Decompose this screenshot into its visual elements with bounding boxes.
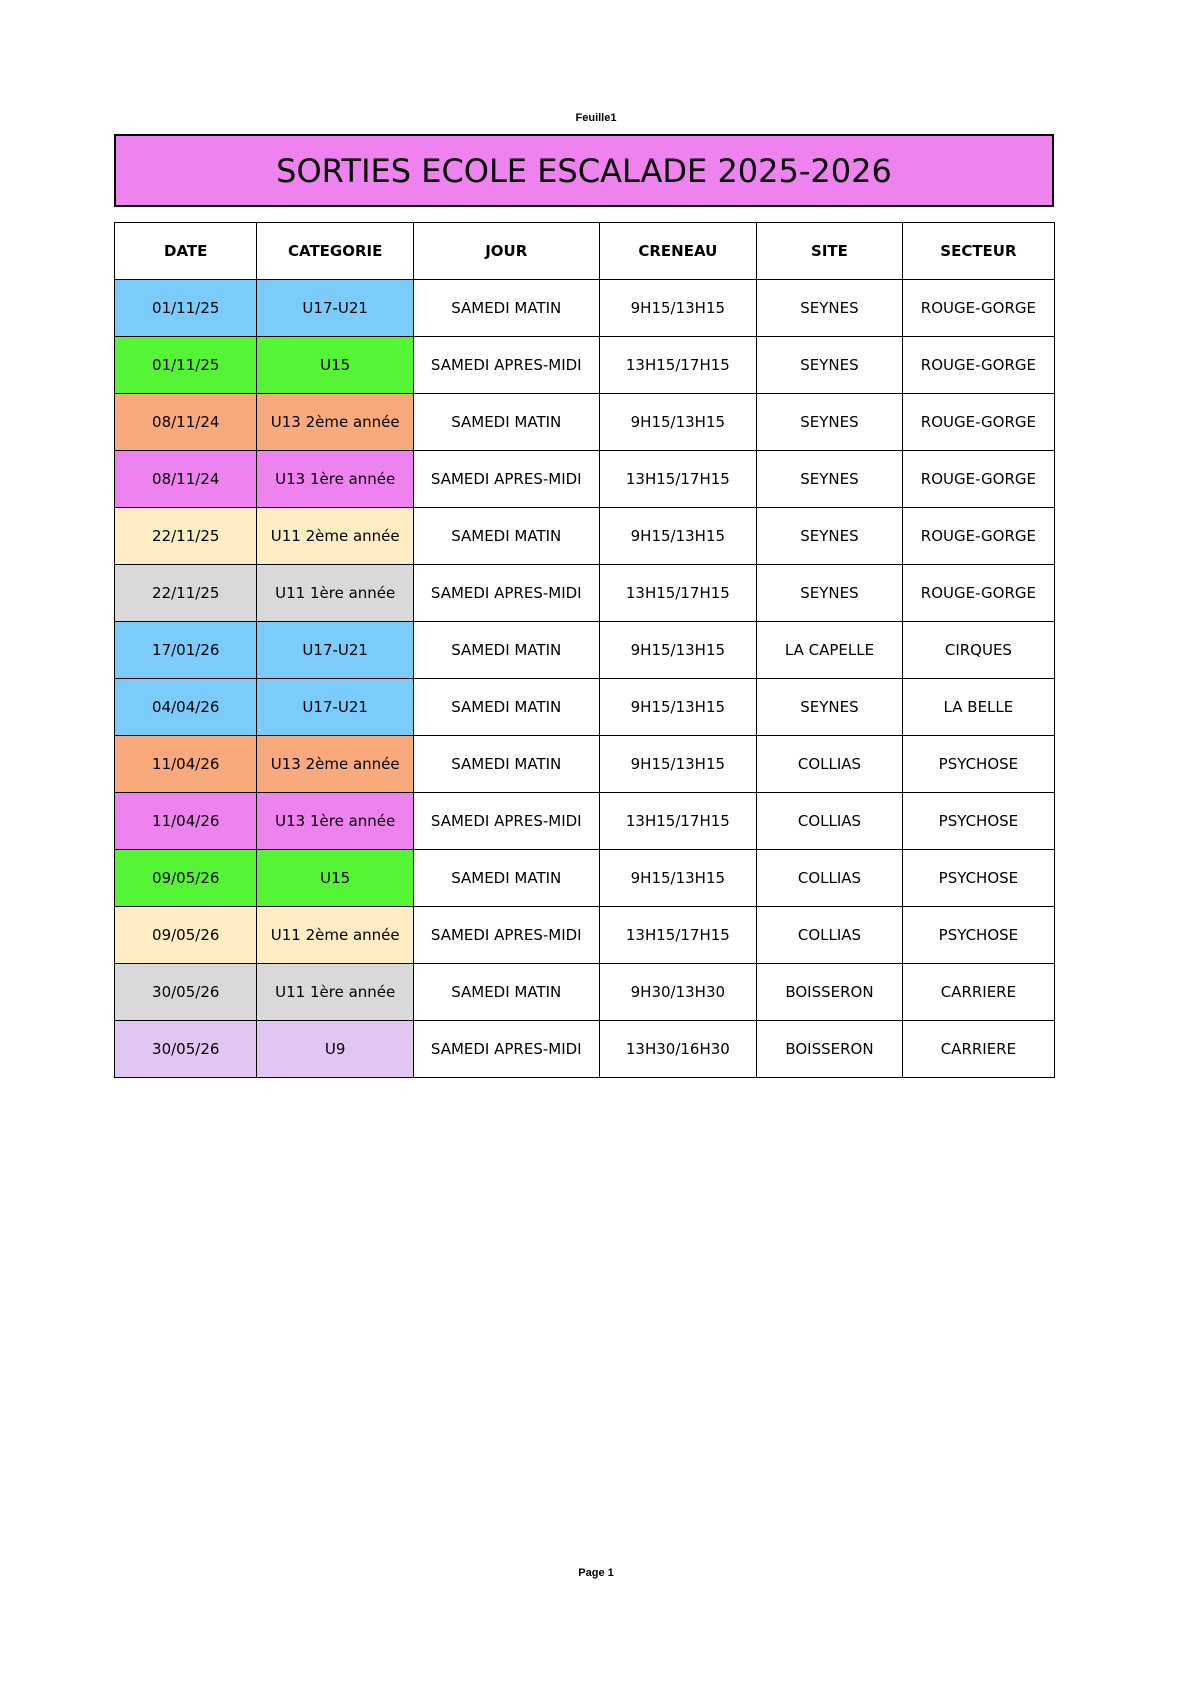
cell-categorie: U13 2ème année [257,736,413,793]
cell-secteur: ROUGE-GORGE [902,508,1054,565]
header-date: DATE [115,223,257,280]
cell-categorie: U13 1ère année [257,793,413,850]
cell-secteur: PSYCHOSE [902,907,1054,964]
page-number: Page 1 [578,1567,614,1579]
cell-site: COLLIAS [757,736,903,793]
cell-secteur: ROUGE-GORGE [902,280,1054,337]
cell-jour: SAMEDI MATIN [413,394,599,451]
cell-site: COLLIAS [757,850,903,907]
table-row [115,622,1055,679]
cell-creneau: 9H15/13H15 [599,850,757,907]
page-title: SORTIES ECOLE ESCALADE 2025-2026 [114,134,1054,207]
cell-site: COLLIAS [757,793,903,850]
cell-secteur: ROUGE-GORGE [902,565,1054,622]
cell-date: 04/04/26 [115,679,257,736]
cell-date: 09/05/26 [115,907,257,964]
cell-jour: SAMEDI APRES-MIDI [413,565,599,622]
table-row [115,280,1055,337]
cell-secteur: PSYCHOSE [902,850,1054,907]
cell-jour: SAMEDI MATIN [413,280,599,337]
cell-creneau: 13H15/17H15 [599,907,757,964]
table-row [115,964,1055,1021]
cell-site: SEYNES [757,337,903,394]
cell-creneau: 9H15/13H15 [599,622,757,679]
cell-site: COLLIAS [757,907,903,964]
table-row [115,451,1055,508]
cell-secteur: CIRQUES [902,622,1054,679]
cell-date: 30/05/26 [115,1021,257,1078]
cell-creneau: 9H15/13H15 [599,508,757,565]
table-row [115,394,1055,451]
cell-date: 09/05/26 [115,850,257,907]
cell-jour: SAMEDI MATIN [413,622,599,679]
table-row [115,337,1055,394]
table-row [115,1021,1055,1078]
cell-jour: SAMEDI APRES-MIDI [413,337,599,394]
cell-categorie: U15 [257,850,413,907]
cell-site: SEYNES [757,394,903,451]
cell-categorie: U11 1ère année [257,964,413,1021]
cell-creneau: 9H15/13H15 [599,280,757,337]
cell-categorie: U17-U21 [257,622,413,679]
schedule-table [114,222,1055,1078]
cell-secteur: CARRIERE [902,1021,1054,1078]
cell-jour: SAMEDI MATIN [413,850,599,907]
cell-jour: SAMEDI APRES-MIDI [413,451,599,508]
cell-categorie: U11 2ème année [257,907,413,964]
schedule-body [115,280,1055,1078]
cell-jour: SAMEDI MATIN [413,736,599,793]
cell-date: 30/05/26 [115,964,257,1021]
table-row [115,565,1055,622]
cell-secteur: ROUGE-GORGE [902,394,1054,451]
cell-creneau: 13H15/17H15 [599,793,757,850]
cell-site: LA CAPELLE [757,622,903,679]
cell-date: 22/11/25 [115,508,257,565]
table-row [115,793,1055,850]
cell-date: 08/11/24 [115,394,257,451]
header-creneau: CRENEAU [599,223,757,280]
table-row [115,736,1055,793]
cell-categorie: U17-U21 [257,679,413,736]
cell-categorie: U13 1ère année [257,451,413,508]
cell-categorie: U9 [257,1021,413,1078]
cell-jour: SAMEDI MATIN [413,508,599,565]
cell-creneau: 9H30/13H30 [599,964,757,1021]
cell-categorie: U15 [257,337,413,394]
cell-site: SEYNES [757,280,903,337]
table-row [115,508,1055,565]
cell-categorie: U17-U21 [257,280,413,337]
cell-categorie: U11 2ème année [257,508,413,565]
cell-secteur: CARRIERE [902,964,1054,1021]
cell-jour: SAMEDI APRES-MIDI [413,907,599,964]
cell-secteur: ROUGE-GORGE [902,451,1054,508]
cell-jour: SAMEDI MATIN [413,964,599,1021]
cell-site: BOISSERON [757,964,903,1021]
cell-categorie: U13 2ème année [257,394,413,451]
cell-jour: SAMEDI MATIN [413,679,599,736]
header-row [115,223,1055,280]
cell-date: 11/04/26 [115,793,257,850]
cell-site: SEYNES [757,508,903,565]
header-site: SITE [757,223,903,280]
table-row [115,850,1055,907]
cell-date: 17/01/26 [115,622,257,679]
cell-creneau: 9H15/13H15 [599,679,757,736]
cell-categorie: U11 1ère année [257,565,413,622]
cell-creneau: 13H15/17H15 [599,451,757,508]
cell-creneau: 13H15/17H15 [599,565,757,622]
cell-secteur: ROUGE-GORGE [902,337,1054,394]
cell-date: 01/11/25 [115,280,257,337]
cell-secteur: PSYCHOSE [902,736,1054,793]
cell-creneau: 9H15/13H15 [599,736,757,793]
cell-jour: SAMEDI APRES-MIDI [413,793,599,850]
cell-jour: SAMEDI APRES-MIDI [413,1021,599,1078]
cell-secteur: PSYCHOSE [902,793,1054,850]
cell-secteur: LA BELLE [902,679,1054,736]
cell-site: BOISSERON [757,1021,903,1078]
cell-date: 11/04/26 [115,736,257,793]
sheet-name: Feuille1 [575,112,617,124]
cell-creneau: 13H30/16H30 [599,1021,757,1078]
table-row [115,679,1055,736]
header-secteur: SECTEUR [902,223,1054,280]
table-row [115,907,1055,964]
cell-date: 22/11/25 [115,565,257,622]
cell-site: SEYNES [757,679,903,736]
cell-date: 08/11/24 [115,451,257,508]
cell-creneau: 13H15/17H15 [599,337,757,394]
cell-site: SEYNES [757,451,903,508]
cell-site: SEYNES [757,565,903,622]
header-jour: JOUR [413,223,599,280]
header-categorie: CATEGORIE [257,223,413,280]
cell-creneau: 9H15/13H15 [599,394,757,451]
cell-date: 01/11/25 [115,337,257,394]
